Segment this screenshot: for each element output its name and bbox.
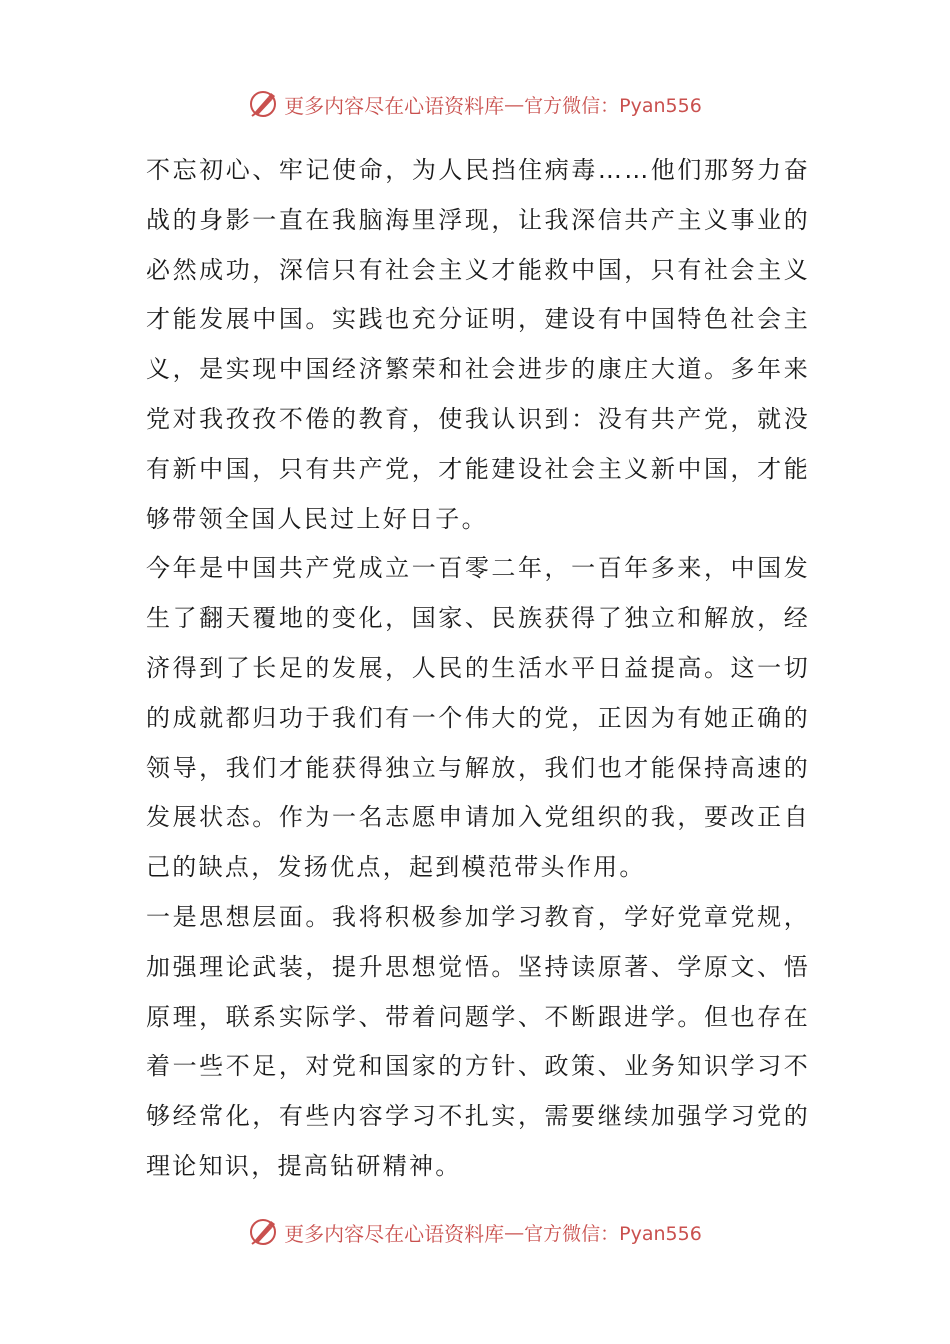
paragraph: 一是思想层面。我将积极参加学习教育，学好党章党规，加强理论武装，提升思想觉悟。坚持读原著、学原文、悟原理，联系实际学、带着问题学、不断跟进学。但也存在着一些不足，对党和国家的方针、政策、业务知识学习不够经常化，有些内容学习不扎实，需要继续加强学习党的理论知识，提高钻研精神。 bbox=[146, 902, 810, 1180]
banner-site-text: 更多内容尽在心语资料库 bbox=[284, 93, 505, 118]
document-body bbox=[146, 146, 810, 1192]
paragraph: 今年是中国共产党成立一百零二年，一百年多来，中国发生了翻天覆地的变化，国家、民族获得了独立和解放，经济得到了长足的发展，人民的生活水平日益提高。这一切的成就都归功于我们有一个伟大的党，正因为有她正确的领导，我们才能获得独立与解放，我们也才能保持高速的发展状态。作为一名志愿申请加入党组织的我，要改正自己的缺点，发扬优点，起到模范带头作用。 bbox=[146, 554, 810, 882]
pen-logo-icon bbox=[248, 89, 278, 119]
banner-wechat-text: 官方微信：Pyan556 bbox=[524, 1222, 702, 1245]
banner-dash: — bbox=[504, 1220, 525, 1244]
header-banner bbox=[0, 84, 950, 124]
paragraph: 不忘初心、牢记使命，为人民挡住病毒……他们那努力奋战的身影一直在我脑海里浮现，让我深信共产主义事业的必然成功，深信只有社会主义才能救中国，只有社会主义才能发展中国。实践也充分证明，建设有中国特色社会主义，是实现中国经济繁荣和社会进步的康庄大道。多年来党对我孜孜不倦的教育，使我认识到：没有共产党，就没有新中国，只有共产党，才能建设社会主义新中国，才能够带领全国人民过上好日子。 bbox=[146, 156, 810, 533]
banner-dash: — bbox=[504, 92, 525, 116]
footer-banner bbox=[0, 1212, 950, 1252]
banner-site-text: 更多内容尽在心语资料库 bbox=[284, 1221, 505, 1246]
banner-wechat-text: 官方微信：Pyan556 bbox=[524, 94, 702, 117]
pen-logo-icon bbox=[248, 1217, 278, 1247]
